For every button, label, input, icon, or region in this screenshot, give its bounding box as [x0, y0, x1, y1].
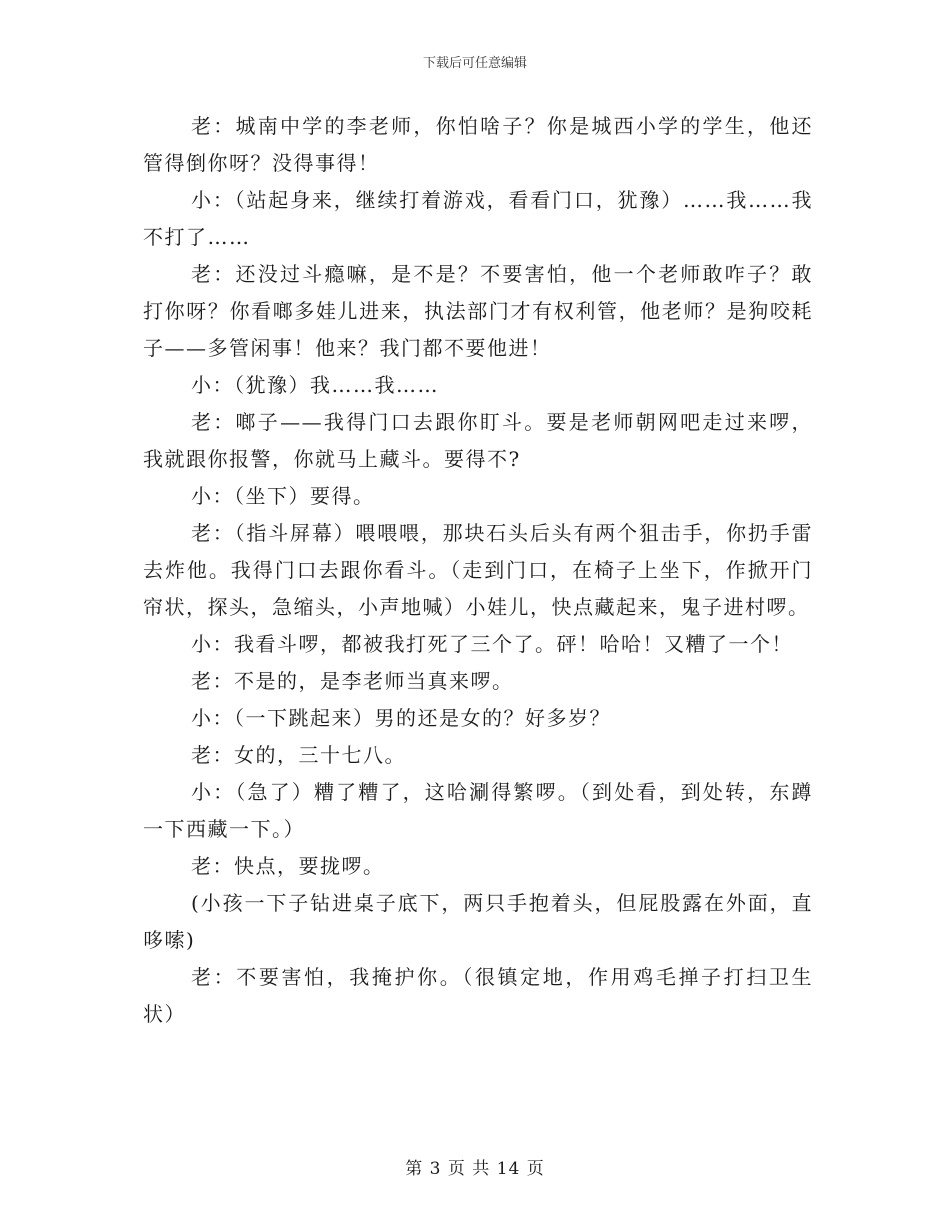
- script-paragraph: 老：快点，要拢啰。: [191, 854, 385, 878]
- stage-direction: (小孩一下子钻进桌子底下，两只手抱着头，但屁股露在外面，直哆嗦): [143, 891, 813, 952]
- script-body: [143, 108, 813, 1033]
- script-paragraph: 小：（急了）糟了糟了，这哈涮得繁啰。（到处看，到处转，东蹲一下西藏一下。）: [143, 780, 813, 841]
- script-paragraph: 小：（坐下）要得。: [191, 484, 375, 508]
- page-number: 第 3 页 共 14 页: [405, 1159, 545, 1179]
- script-paragraph: 小：我看斗啰，都被我打死了三个了。砰！哈哈！又糟了一个！: [191, 632, 793, 656]
- script-paragraph: 小：（一下跳起来）男的还是女的？好多岁？: [191, 706, 611, 730]
- script-paragraph: 老：不是的，是李老师当真来啰。: [191, 669, 514, 693]
- script-paragraph: 老：城南中学的李老师，你怕啥子？你是城西小学的学生，他还管得倒你呀？没得事得！: [143, 114, 813, 175]
- header-note: 下载后可任意编辑: [422, 56, 527, 71]
- script-paragraph: 老：啷子——我得门口去跟你盯斗。要是老师朝网吧走过来啰，我就跟你报警，你就马上藏斗。要得不?: [143, 410, 813, 471]
- script-paragraph: 老：女的，三十七八。: [191, 743, 406, 767]
- script-paragraph: 小：（站起身来，继续打着游戏，看看门口，犹豫）……我……我不打了……: [143, 188, 813, 249]
- script-paragraph: 小：（犹豫）我……我……: [191, 373, 439, 397]
- script-paragraph: 老：（指斗屏幕）喂喂喂，那块石头后头有两个狙击手，你扔手雷去炸他。我得门口去跟你看斗。（走到门口，在椅子上坐下，作掀开门帘状，探头，急缩头，小声地喊）小娃儿，快点藏起来，鬼子进村啰。: [143, 521, 813, 619]
- script-paragraph: 老：不要害怕，我掩护你。（很镇定地，作用鸡毛掸子打扫卫生状）: [143, 965, 813, 1026]
- script-paragraph: 老：还没过斗瘾嘛，是不是？不要害怕，他一个老师敢咋子？敢打你呀？你看啷多娃儿进来，执法部门才有权利管，他老师？是狗咬耗子——多管闲事！他来？我门都不要他进！: [143, 262, 813, 360]
